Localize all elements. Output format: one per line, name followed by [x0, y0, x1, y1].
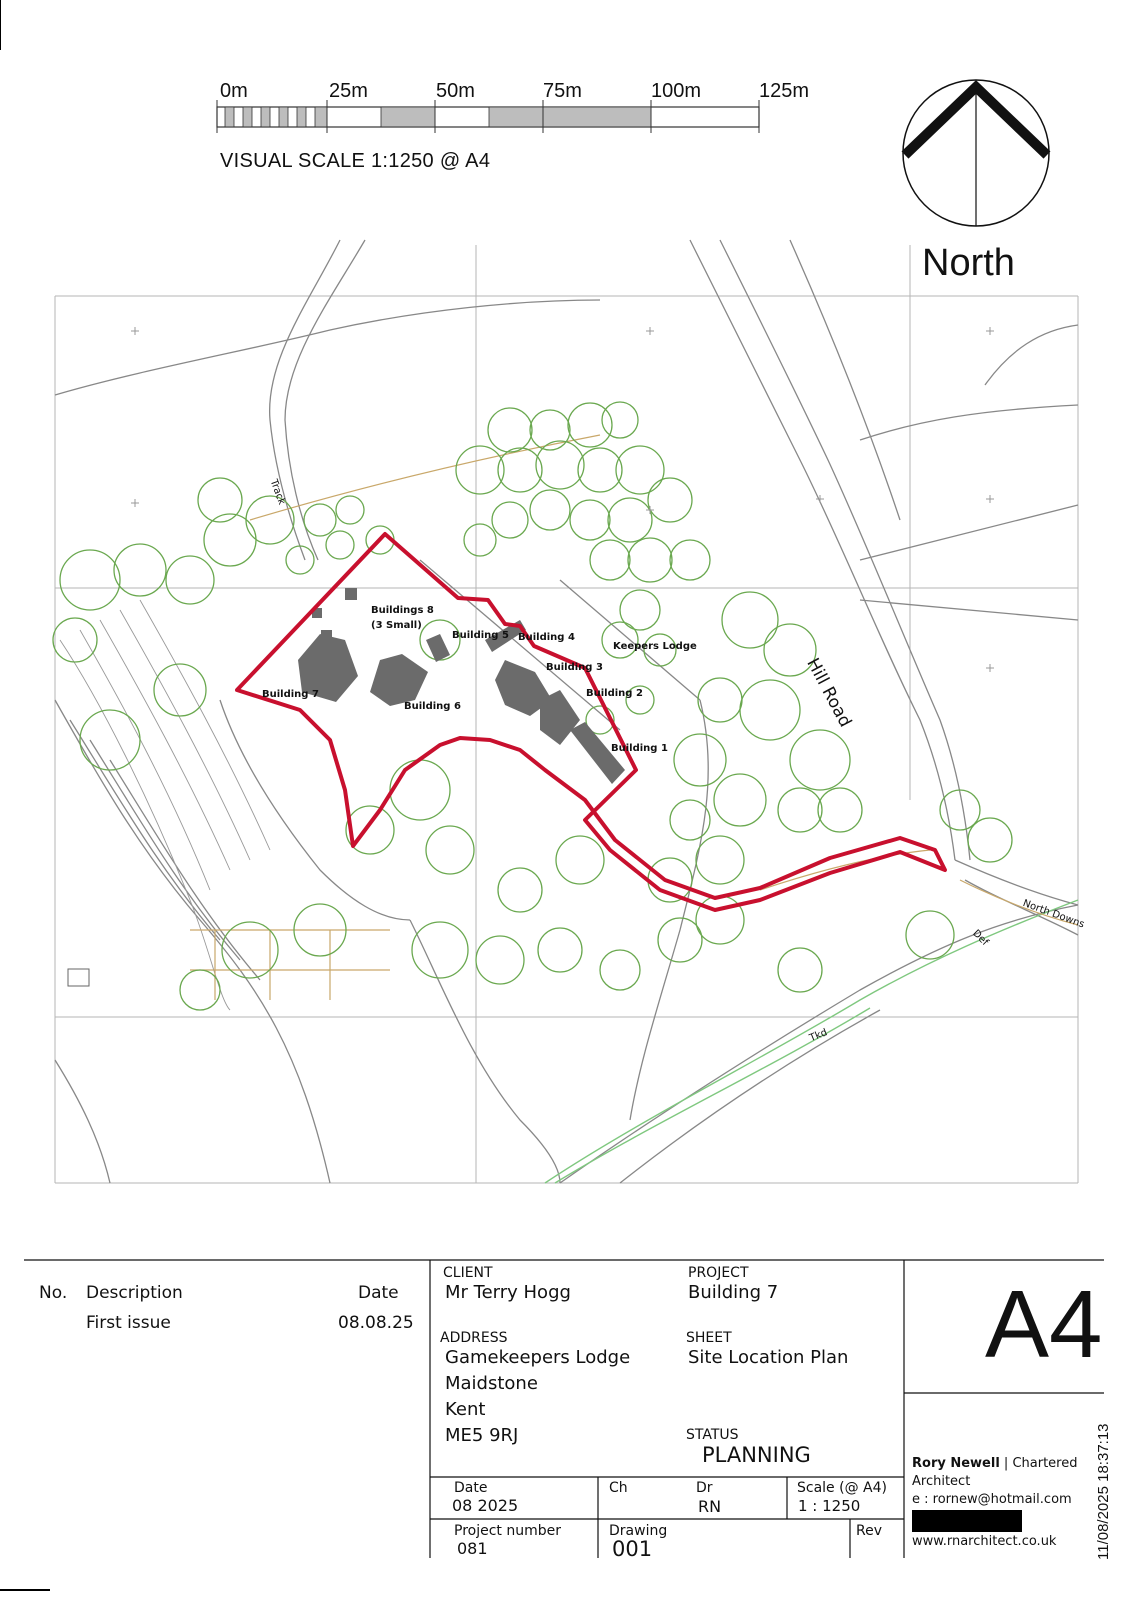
def-label: Def: [970, 928, 991, 949]
scale-label: Scale (@ A4): [797, 1480, 887, 1496]
scale-bar: [217, 100, 759, 133]
sheet-label: SHEET: [686, 1330, 732, 1346]
client-label: CLIENT: [443, 1265, 493, 1281]
building-7-label: Building 7: [262, 689, 319, 700]
address-line-4: ME5 9RJ: [445, 1425, 519, 1446]
architect-email[interactable]: e : rornew@hotmail.com: [912, 1492, 1072, 1507]
architect-line-1: Rory Newell | Chartered: [912, 1456, 1078, 1471]
date-label: Date: [454, 1480, 488, 1496]
scale-label-0: 0m: [220, 80, 248, 102]
architect-title-a: Chartered: [1012, 1456, 1078, 1471]
building-8-label: Buildings 8: [371, 605, 434, 616]
project-number-value: 081: [457, 1539, 488, 1558]
print-timestamp: 11/08/2025 18:37:13: [1095, 1423, 1112, 1560]
keepers-lodge-label: Keepers Lodge: [613, 641, 697, 652]
client-value: Mr Terry Hogg: [445, 1282, 571, 1303]
project-value: Building 7: [688, 1282, 779, 1303]
north-arrow-icon: [903, 80, 1049, 226]
building-3-label: Building 3: [546, 662, 603, 673]
hill-road-label: Hill Road: [802, 655, 856, 731]
address-line-2: Maidstone: [445, 1373, 538, 1394]
building-6-label: Building 6: [404, 701, 461, 712]
north-downs-label: North Downs: [1021, 898, 1086, 931]
rev-row-date: 08.08.25: [338, 1313, 414, 1333]
scale-label-75: 75m: [543, 80, 582, 102]
track-label: Track: [267, 478, 287, 507]
sheet-value: Site Location Plan: [688, 1347, 849, 1368]
architect-title-b: Architect: [912, 1474, 971, 1489]
north-label: North: [922, 242, 1015, 284]
scale-value: 1 : 1250: [798, 1497, 861, 1515]
building-1-label: Building 1: [611, 743, 668, 754]
rev-row-description: First issue: [86, 1313, 171, 1333]
scale-label-125: 125m: [759, 80, 810, 102]
status-label: STATUS: [686, 1427, 739, 1443]
address-line-3: Kent: [445, 1399, 486, 1420]
drawing-value: 001: [612, 1537, 653, 1561]
buildings: [298, 588, 625, 784]
rev-header-no: No.: [39, 1283, 68, 1303]
building-4-label: Building 4: [518, 632, 575, 643]
scale-caption: VISUAL SCALE 1:1250 @ A4: [220, 150, 491, 172]
dr-label: Dr: [696, 1480, 713, 1496]
scale-label-25: 25m: [329, 80, 368, 102]
address-label: ADDRESS: [440, 1330, 508, 1346]
rev-header-date: Date: [358, 1283, 399, 1303]
project-number-label: Project number: [454, 1523, 561, 1539]
paper-size: A4: [985, 1271, 1103, 1378]
status-value: PLANNING: [702, 1443, 811, 1467]
rev-header-description: Description: [86, 1283, 183, 1303]
scale-label-100: 100m: [651, 80, 702, 102]
address-line-1: Gamekeepers Lodge: [445, 1347, 631, 1368]
building-2-label: Building 2: [586, 688, 643, 699]
architect-name: Rory Newell: [912, 1456, 1000, 1471]
ch-label: Ch: [609, 1480, 628, 1496]
building-5-label: Building 5: [452, 630, 509, 641]
scale-label-50: 50m: [436, 80, 475, 102]
dr-value: RN: [698, 1497, 722, 1516]
date-value: 08 2025: [452, 1496, 519, 1515]
architect-website[interactable]: www.rnarchitect.co.uk: [912, 1534, 1057, 1549]
redacted-block: [912, 1510, 1022, 1532]
rev-label: Rev: [856, 1523, 882, 1539]
drawing-label: Drawing: [609, 1523, 668, 1539]
project-label: PROJECT: [688, 1265, 749, 1281]
building-8-sub-label: (3 Small): [371, 620, 422, 631]
tkd-label: Tkd: [808, 1027, 830, 1045]
